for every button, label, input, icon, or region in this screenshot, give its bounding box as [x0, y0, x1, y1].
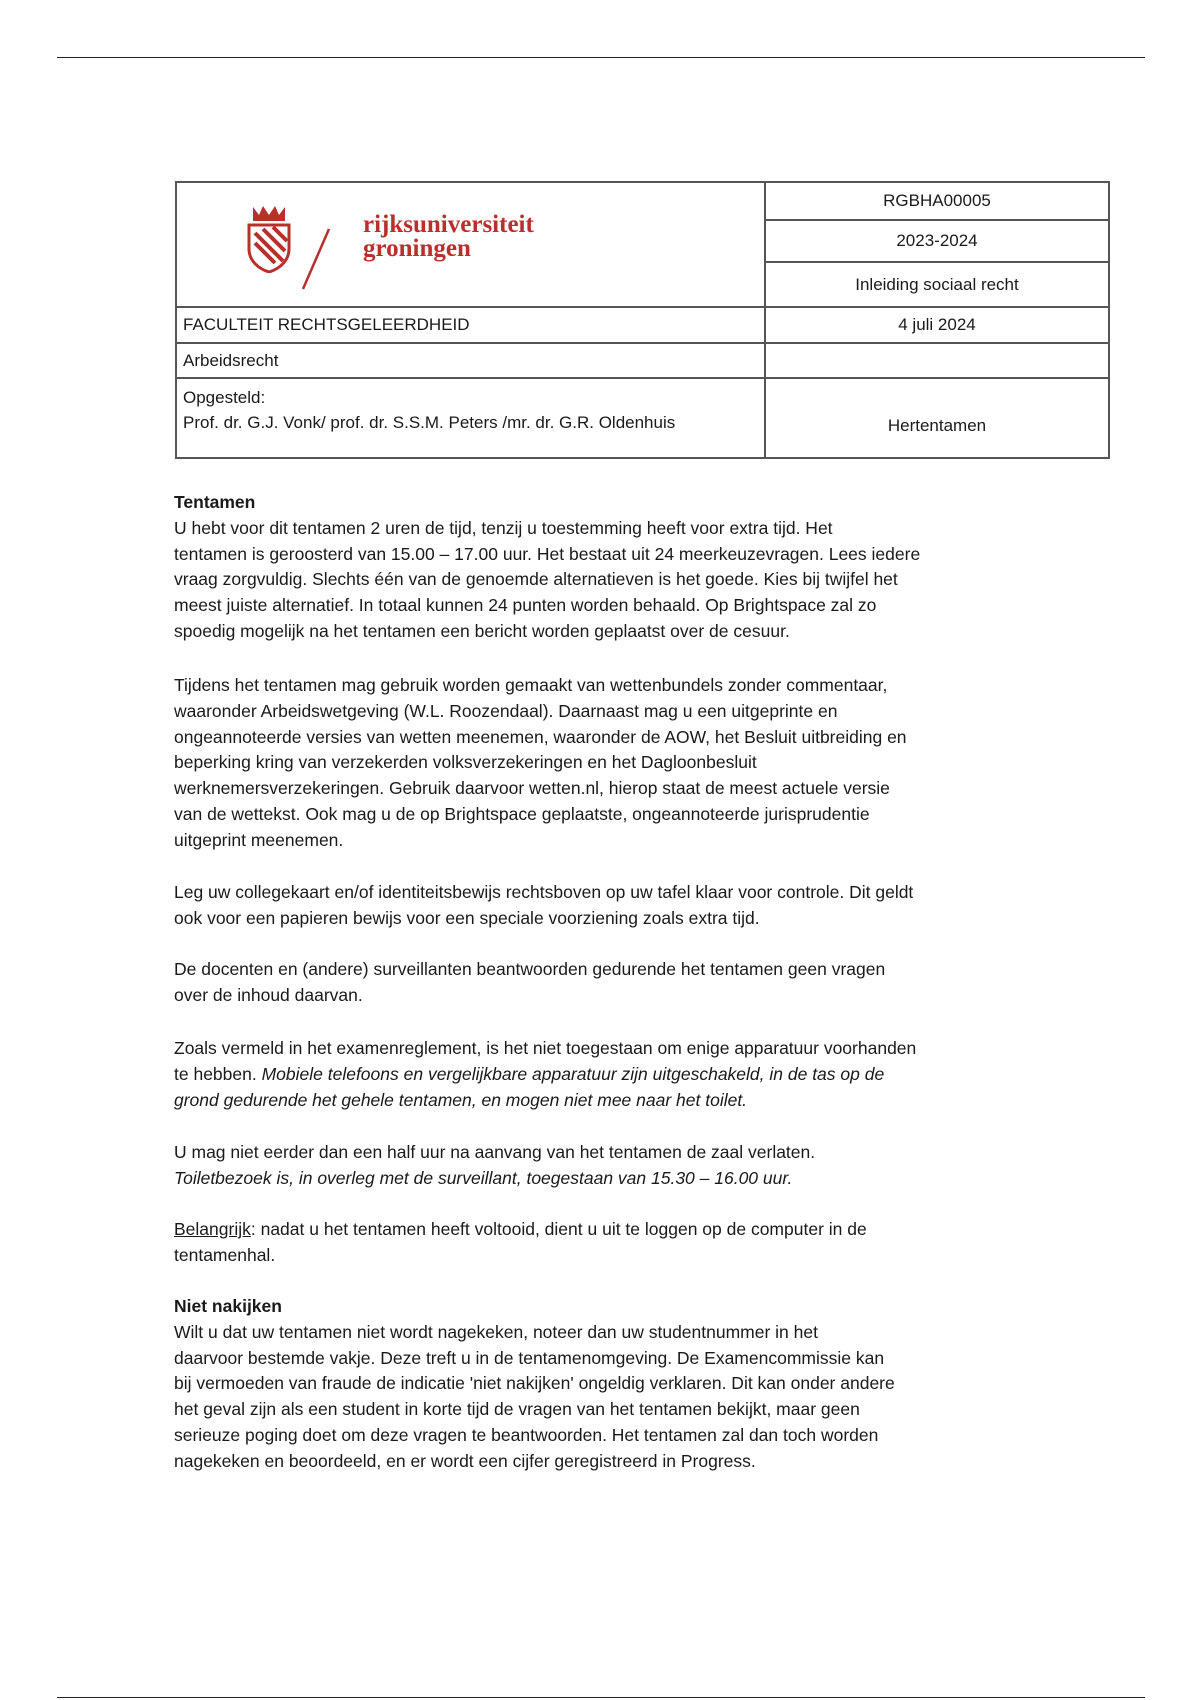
text-segment: U mag niet eerder dan een half uur na aanvang van het tentamen de zaal verlaten. [174, 1142, 816, 1162]
text-line [174, 593, 920, 619]
text-line [174, 957, 885, 983]
text-segment: ook voor een papieren bewijs voor een speciale voorziening zoals extra tijd. [174, 907, 760, 928]
text-line [174, 1036, 916, 1062]
text-line [174, 699, 907, 725]
text-segment: serieuze poging doet om deze vragen te beantwoorden. Het tentamen zal dan toch worden [174, 1424, 879, 1445]
empty-cell [765, 343, 1109, 378]
paragraph [174, 1036, 916, 1113]
text-line [174, 1423, 895, 1449]
paragraph [174, 673, 907, 854]
text-line [174, 1397, 895, 1423]
text-line [174, 1166, 815, 1192]
text-segment: Toiletbezoek is, in overleg met de surveillant, toegestaan van 15.30 – 16.00 uur. [174, 1167, 793, 1188]
authors-cell [176, 378, 765, 458]
text-segment: De docenten en (andere) surveillanten beantwoorden gedurende het tentamen geen vragen [174, 959, 886, 979]
text-line [174, 750, 907, 776]
text-segment: Leg uw collegekaart en/of identiteitsbewijs rechtsboven op uw tafel klaar voor controle. Dit geldt [174, 882, 914, 902]
exam-type: Hertentamen [765, 378, 1109, 458]
text-line [174, 802, 907, 828]
exam-date: 4 juli 2024 [765, 307, 1109, 343]
crest-icon [245, 203, 293, 273]
department: Arbeidsrecht [176, 343, 765, 378]
text-line [174, 1346, 895, 1372]
top-rule [57, 57, 1145, 58]
paragraph [174, 1294, 895, 1475]
university-logo [183, 185, 758, 305]
text-line [174, 725, 907, 751]
text-segment: Belangrijk [174, 1219, 251, 1239]
logo-line-2: groningen [363, 234, 471, 262]
text-line [174, 542, 920, 568]
text-segment: waaronder Arbeidswetgeving (W.L. Roozendaal). Daarnaast mag u een uitgeprinte en [174, 700, 838, 721]
logo-slash [301, 227, 331, 291]
text-line [174, 828, 907, 854]
logo-line-1: rijksuniversiteit [363, 210, 534, 238]
text-segment: tentamen is geroosterd van 15.00 – 17.00 uur. Het bestaat uit 24 meerkeuzevragen. Lees iedere [174, 543, 921, 564]
logo-cell [176, 182, 765, 307]
text-line [174, 983, 885, 1009]
paragraph [174, 880, 913, 932]
paragraph [174, 957, 885, 1009]
text-segment: meest juiste alternatief. In totaal kunnen 24 punten worden behaald. Op Brightspace zal zo [174, 595, 877, 616]
course-code: RGBHA00005 [765, 182, 1109, 220]
text-line [174, 673, 907, 699]
text-segment: vraag zorgvuldig. Slechts één van de genoemde alternatieven is het goede. Kies bij twijfel het [174, 569, 898, 590]
bottom-rule [57, 1697, 1145, 1698]
text-line [174, 776, 907, 802]
text-line [174, 1243, 867, 1269]
text-segment: te hebben. [174, 1063, 262, 1084]
text-segment: Mobiele telefoons en vergelijkbare apparatuur zijn uitgeschakeld, in de tas op de [261, 1063, 885, 1084]
text-segment: Zoals vermeld in het examenreglement, is het niet toegestaan om enige apparatuur voorhanden [174, 1038, 917, 1058]
paragraph [174, 1217, 867, 1269]
exam-header-table [175, 181, 1110, 459]
text-line [174, 1140, 815, 1166]
text-segment: spoedig mogelijk na het tentamen een bericht worden geplaatst over de cesuur. [174, 620, 790, 641]
text-segment: bij vermoeden van fraude de indicatie 'niet nakijken' ongeldig verklaren. Dit kan onder andere [174, 1373, 895, 1394]
text-segment: nagekeken en beoordeeld, en er wordt een cijfer geregistreerd in Progress. [174, 1450, 756, 1471]
text-segment: daarvoor bestemde vakje. Deze treft u in de tentamenomgeving. De Examencommissie kan [174, 1347, 885, 1368]
text-segment: tentamenhal. [174, 1244, 276, 1265]
text-segment: het geval zijn als een student in korte tijd de vragen van het tentamen bekijkt, maar geen [174, 1399, 860, 1420]
paragraph [174, 490, 920, 645]
authors: Prof. dr. G.J. Vonk/ prof. dr. S.S.M. Peters /mr. dr. G.R. Oldenhuis [183, 413, 676, 432]
text-segment: grond gedurende het gehele tentamen, en mogen niet mee naar het toilet. [174, 1089, 748, 1110]
text-segment: Tijdens het tentamen mag gebruik worden gemaakt van wettenbundels zonder commentaar, [174, 675, 888, 695]
text-segment: uitgeprint meenemen. [174, 829, 344, 850]
text-line [174, 880, 913, 906]
section-heading: Niet nakijken [174, 1296, 282, 1316]
text-segment: U hebt voor dit tentamen 2 uren de tijd, tenzij u toestemming heeft voor extra tijd. Het [174, 517, 833, 538]
text-line [174, 619, 920, 645]
text-segment: van de wettekst. Ook mag u de op Brightspace geplaatste, ongeannoteerde jurisprudentie [174, 803, 870, 824]
text-segment: Wilt u dat uw tentamen niet wordt nagekeken, noteer dan uw studentnummer in het [174, 1321, 818, 1342]
text-line [174, 1217, 867, 1243]
course-name: Inleiding sociaal recht [765, 262, 1109, 307]
text-line [174, 1449, 895, 1475]
text-segment: werknemersverzekeringen. Gebruik daarvoor wetten.nl, hierop staat de meest actuele versie [174, 778, 890, 799]
text-line [174, 1062, 916, 1088]
text-segment: beperking kring van verzekerden volksverzekeringen en het Dagloonbesluit [174, 752, 757, 773]
text-line [174, 1371, 895, 1397]
academic-year: 2023-2024 [765, 220, 1109, 262]
text-segment: over de inhoud daarvan. [174, 984, 363, 1005]
paragraph [174, 1140, 815, 1192]
section-heading: Tentamen [174, 492, 256, 512]
text-line [174, 1320, 895, 1346]
compiled-label: Opgesteld: [183, 388, 266, 407]
faculty: FACULTEIT RECHTSGELEERDHEID [176, 307, 765, 343]
text-segment: ongeannoteerde versies van wetten meenemen, waaronder de AOW, het Besluit uitbreiding en [174, 726, 907, 747]
text-line [174, 1088, 916, 1114]
text-segment: : nadat u het tentamen heeft voltooid, dient u uit te loggen op de computer in de [250, 1219, 867, 1239]
text-line [174, 567, 920, 593]
logo-wordmark [363, 210, 534, 262]
text-line [174, 516, 920, 542]
text-line [174, 906, 913, 932]
